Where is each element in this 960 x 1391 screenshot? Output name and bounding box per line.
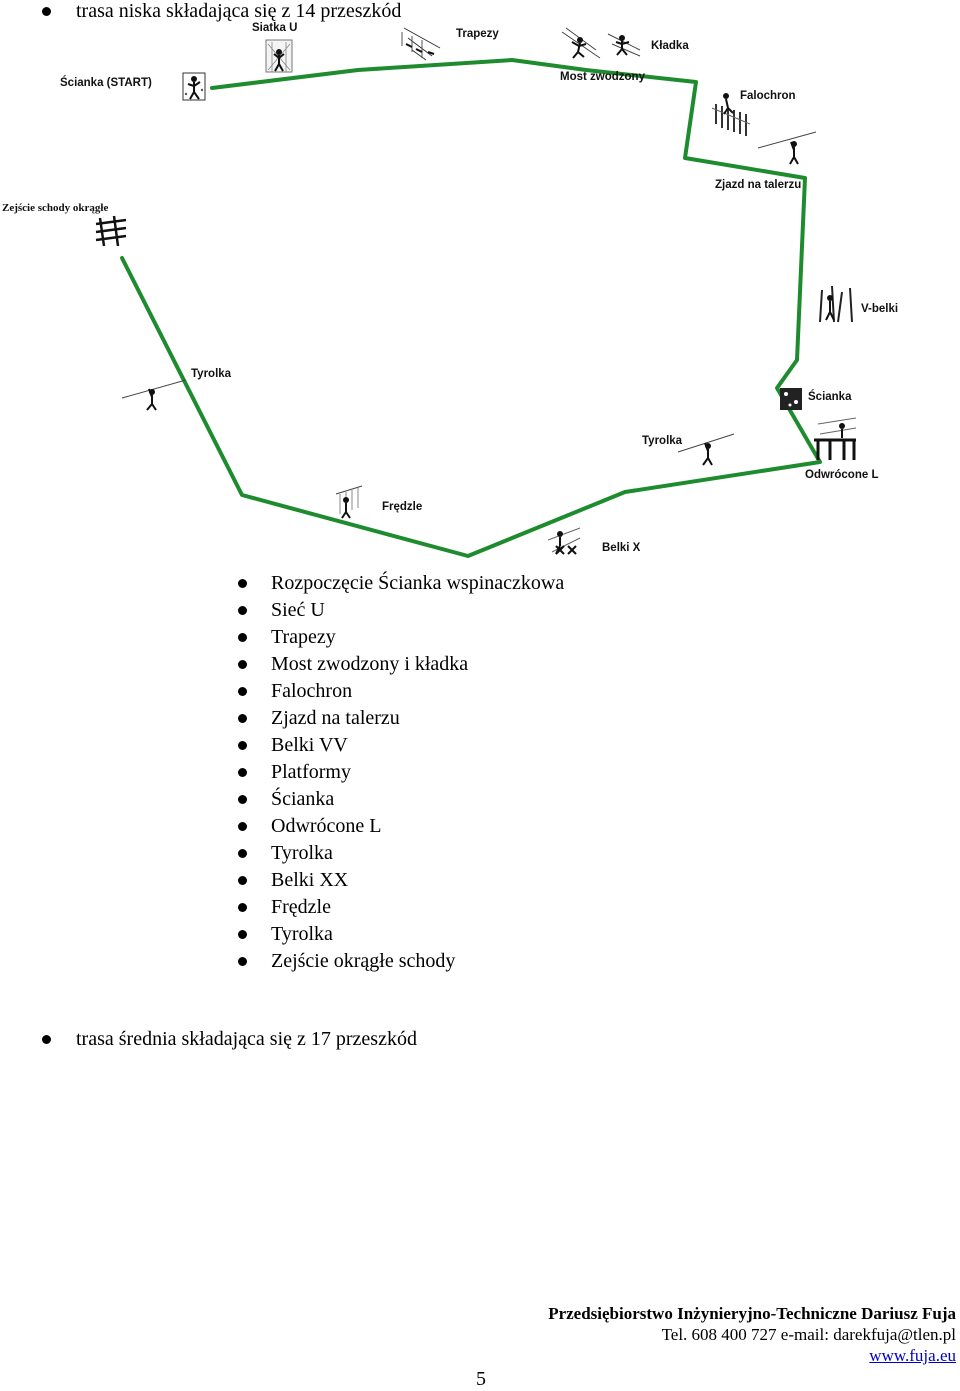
footer [548,1303,956,1366]
trapezes-icon [402,28,440,60]
drawbridge-icon [562,28,600,58]
list-item: Falochron [238,680,564,707]
list-item: Ścianka [238,788,564,815]
net-u-icon [266,40,292,72]
list-item: Platformy [238,761,564,788]
map-label-tyrolka-right: Tyrolka [642,435,683,447]
list-item: Frędzle [238,896,564,923]
map-label-v-belki: V-belki [861,303,899,315]
map-label-fredzle: Frędzle [382,501,423,513]
map-label-most-zwodzony: Most zwodzony [560,71,645,83]
list-item: Belki VV [238,734,564,761]
zipline-right-icon [678,434,734,465]
map-label-odwrocone-l: Odwrócone L [805,469,879,481]
climbing-wall-icon [183,73,205,100]
section-heading-low: trasa niska składająca się z 14 przeszkód [76,0,402,22]
map-label-zejscie: Zejście schody okrągłe [2,202,109,214]
map-label-belki-x: Belki X [602,542,641,554]
map-label-scianka: Ścianka [808,391,852,403]
page-number: 5 [476,1368,486,1390]
bullet-icon [42,1035,51,1044]
x-beams-icon [548,528,580,554]
list-item: Most zwodzony i kładka [238,653,564,680]
map-label-trapezy: Trapezy [456,28,499,40]
footer-website-link[interactable]: www.fuja.eu [869,1346,956,1365]
route-line [122,60,820,556]
wall-icon [780,388,802,410]
list-item: Sieć U [238,599,564,626]
map-label-tyrolka-left: Tyrolka [191,368,232,380]
list-item: Tyrolka [238,842,564,869]
map-label-falochron: Falochron [740,90,796,102]
map-label-zjazd: Zjazd na talerzu [715,179,802,191]
list-item: Belki XX [238,869,564,896]
footer-company: Przedsiębiorstwo Inżynieryjno-Techniczne Dariusz Fuja [548,1304,956,1323]
plank-walk-icon [608,34,640,56]
list-item: Tyrolka [238,923,564,950]
map-label-siatka-u: Siatka U [252,22,298,34]
map-label-start: Ścianka (START) [60,77,152,89]
map-label-kladka: Kładka [651,40,689,52]
list-item: Rozpoczęcie Ścianka wspinaczkowa [238,572,564,599]
list-item: Trapezy [238,626,564,653]
section-heading-medium: trasa średnia składająca się z 17 przeszkód [76,1028,417,1050]
inverted-l-icon [814,418,856,460]
zipline-plate-icon [758,132,816,164]
footer-contact: Tel. 608 400 727 e-mail: darekfuja@tlen.pl [661,1325,956,1344]
obstacle-list [238,572,564,977]
round-stairs-icon [96,216,126,246]
bullet-icon [42,7,51,16]
route-map [0,22,960,572]
list-item: Zjazd na talerzu [238,707,564,734]
zipline-left-icon [122,380,186,410]
v-beams-icon [820,286,852,322]
list-item: Odwrócone L [238,815,564,842]
list-item: Zejście okrągłe schody [238,950,564,977]
tassels-icon [336,486,362,518]
